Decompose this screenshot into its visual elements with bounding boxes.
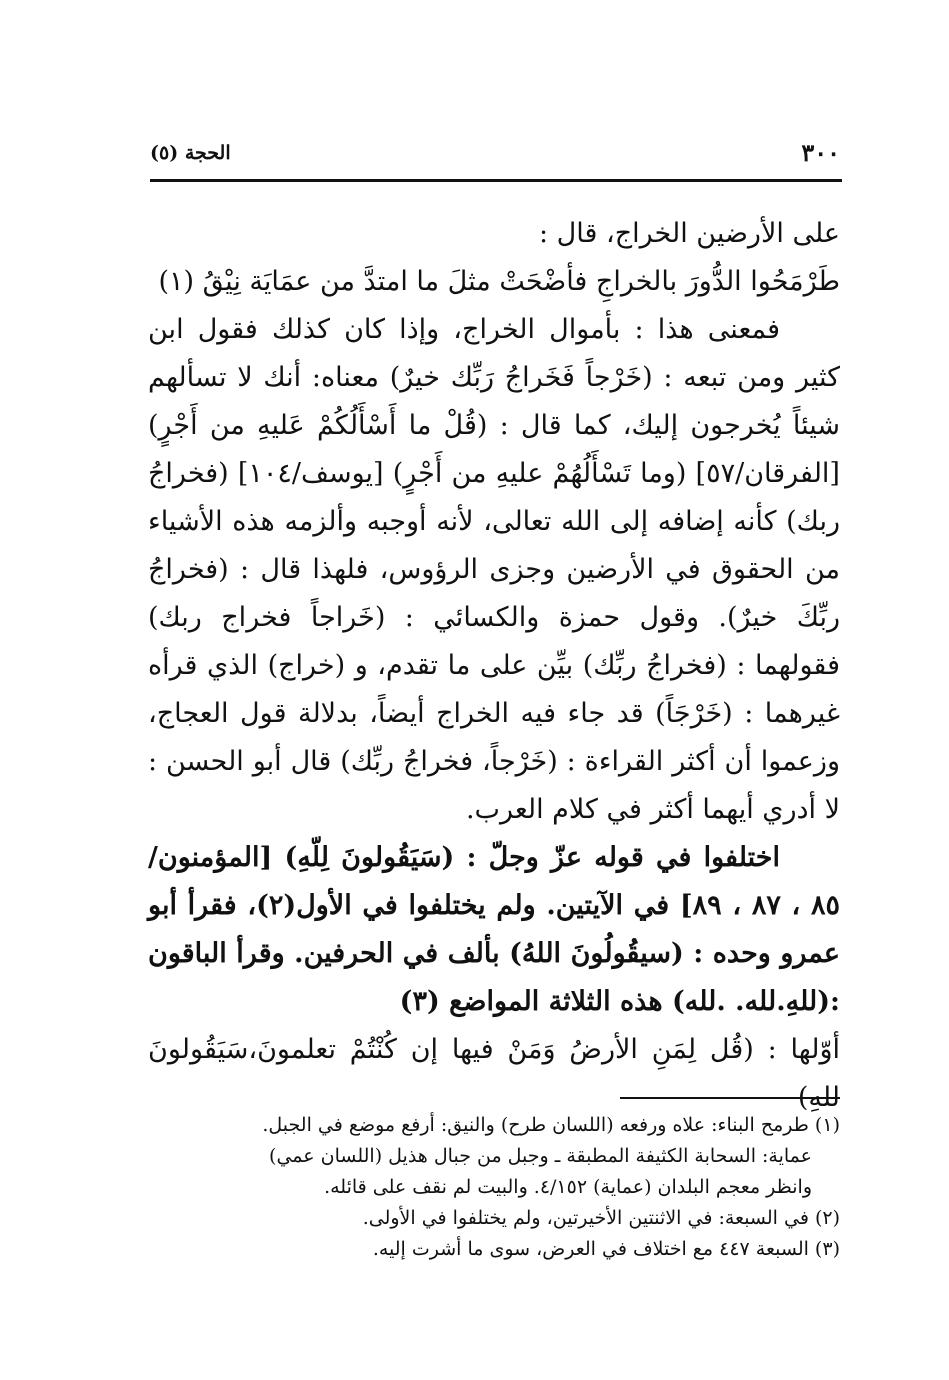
main-text — [148, 210, 840, 1122]
paragraph-readings: اختلفوا في قوله عزّ وجلّ : (سَيَقُولونَ لِلّهِ) [المؤمنون/٨٥ ، ٨٧ ، ٨٩] في الآيتين. ولم يختلفوا في الأول(٢)، فقرأ أبو عمرو وحده : (سيقُولُونَ اللهُ) بألف في الحرفين. وقرأ الباقون :(للهِ.لله. .لله) هذه الثلاثة المواضع (٣) — [148, 842, 841, 1017]
footnote-rule — [620, 1097, 840, 1099]
page-header — [150, 138, 840, 178]
header-rule — [150, 179, 842, 182]
poetry-verse: طَرْمَحُوا الدُّورَ بالخراجِ فأضْحَتْ مثلَ ما امتدَّ من عمَايَة نِيْقُ (١) — [158, 266, 840, 297]
page-number: ٣٠٠ — [801, 138, 840, 167]
intro-line: على الأرضين الخراج، قال : — [539, 218, 840, 249]
paragraph-first-verse: أوّلها : (قُل لِمَنِ الأرضُ وَمَنْ فيها إن كُنْتُمْ تعلمونَ،سَيَقُولونَ للهِ) — [148, 1034, 840, 1113]
footnotes — [150, 1110, 840, 1265]
footnote-2: (٢) في السبعة: في الاثنتين الأخيرتين، ولم يختلفوا في الأولى. — [362, 1207, 840, 1229]
paragraph-commentary: فمعنى هذا : بأموال الخراج، وإذا كان كذلك فقول ابن كثير ومن تبعه : (خَرْجاً فَخَراجُ رَبِّك خيرٌ) معناه: أنك لا تسألهم شيئاً يُخرجون إليك، كما قال : (قُلْ ما أَسْأَلُكُمْ عَليهِ من أَجْرٍ) [الفرقان/٥٧] (وما تَسْأَلُهُمْ عليهِ من أَجْرٍ) [يوسف/١٠٤] (فخراجُ ربك) كأنه إضافه إلى الله تعالى، لأنه أوجبه وألزمه هذه الأشياء من الحقوق في الأرضين وجزى الرؤوس، فلهذا قال : (فخراجُ ربِّكَ خيرٌ). وقول حمزة والكسائي : (خَراجاً فخراج ربك) فقولهما : (فخراجُ ربِّك) بيِّن على ما تقدم، و (خراج) الذي قرأه غيرهما : (خَرْجَاً) قد جاء فيه الخراج أيضاً، بدلالة قول العجاج، وزعموا أن أكثر القراءة : (خَرْجاً، فخراجُ ربِّك) قال أبو الحسن : لا أدري أيهما أكثر في كلام العرب. — [148, 314, 840, 825]
footnote-1-line-3: وانظر معجم البلدان (عماية) ٤/١٥٢. والبيت لم نقف على قائله. — [324, 1176, 812, 1198]
footnote-1-line-2: عماية: السحابة الكثيفة المطبقة ـ وجبل من جبال هذيل (اللسان عمي) — [269, 1145, 812, 1167]
footnote-1-line-1: (١) طرمح البناء: علاه ورفعه (اللسان طرح) والنيق: أرفع موضع في الجبل. — [262, 1114, 840, 1136]
footnote-3: (٣) السبعة ٤٤٧ مع اختلاف في العرض، سوى ما أشرت إليه. — [372, 1238, 840, 1260]
running-title: الحجة (٥) — [150, 142, 231, 164]
